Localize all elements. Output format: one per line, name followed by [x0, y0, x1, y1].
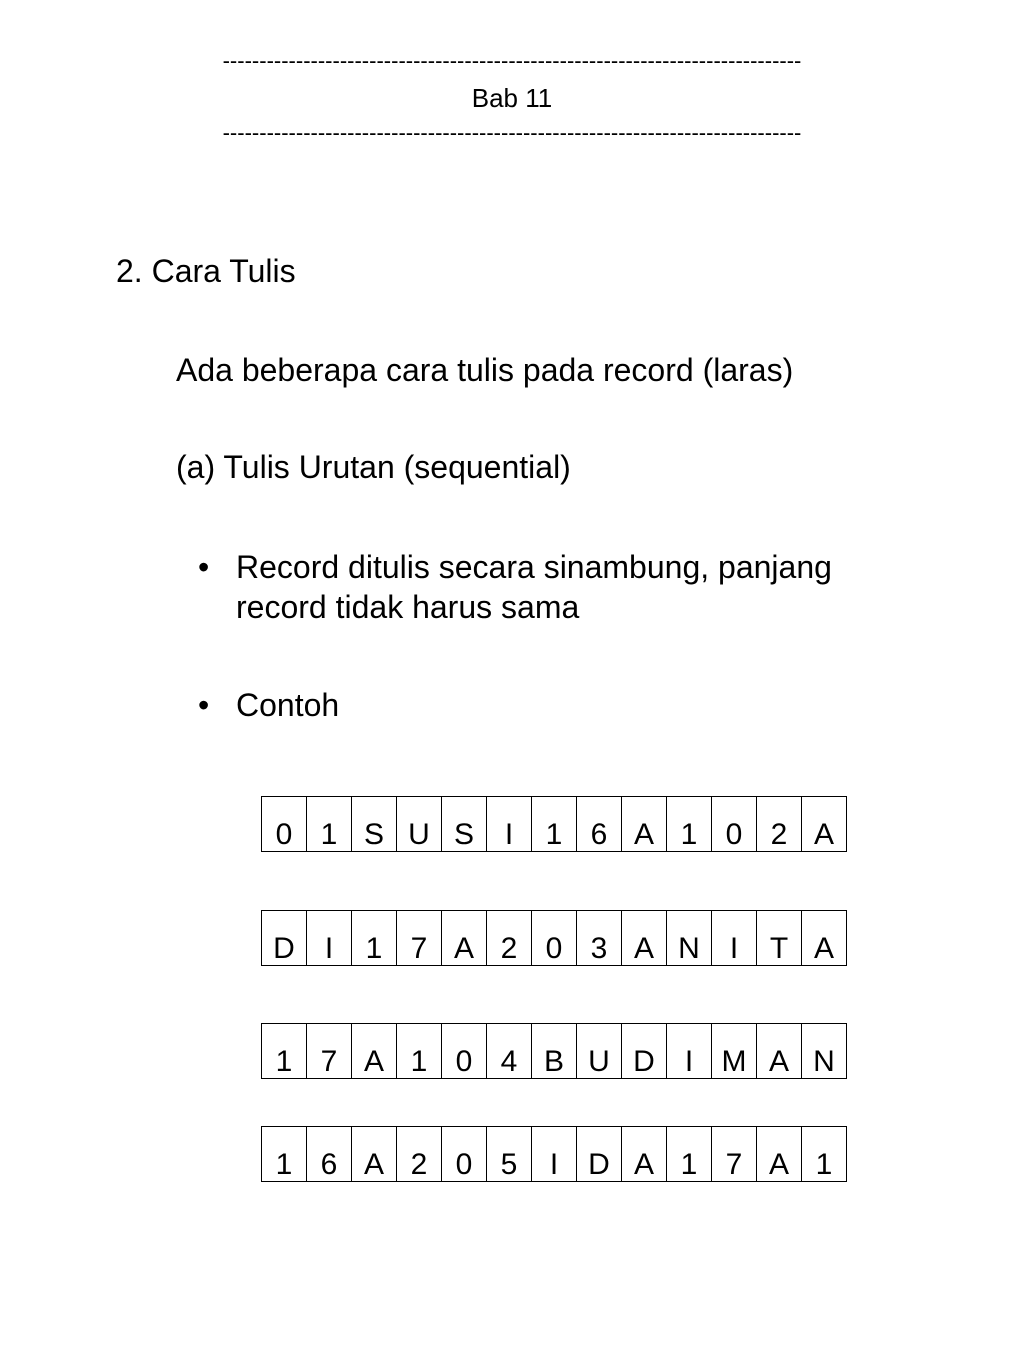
- record-cell-char: I: [684, 1045, 694, 1078]
- record-cell-char: U: [588, 1045, 610, 1078]
- record-cell: [397, 1024, 442, 1078]
- bullet-icon: •: [198, 687, 210, 723]
- record-cell: [487, 911, 532, 965]
- chapter-title: Bab 11: [471, 83, 553, 113]
- record-cell: [487, 797, 532, 851]
- record-cell: [487, 1127, 532, 1181]
- record-cell-char: 2: [770, 818, 788, 851]
- record-cell-char: 1: [275, 1148, 293, 1181]
- record-row: [261, 910, 847, 966]
- record-cell-char: 7: [725, 1148, 743, 1181]
- record-cell: [397, 797, 442, 851]
- record-cell: [262, 911, 307, 965]
- record-cell: [667, 797, 712, 851]
- record-cell: [577, 911, 622, 965]
- record-cell: [352, 1127, 397, 1181]
- record-cell-char: 5: [500, 1148, 518, 1181]
- intro-paragraph: Ada beberapa cara tulis pada record (laras): [176, 352, 794, 388]
- record-cell-char: 0: [455, 1148, 473, 1181]
- record-row: [261, 1126, 847, 1182]
- record-cell: [442, 911, 487, 965]
- record-cell-char: 0: [545, 932, 563, 965]
- record-cell: [802, 797, 847, 851]
- record-cell-char: A: [363, 1045, 384, 1078]
- record-row: [261, 1023, 847, 1079]
- top-divider: -------------------------------------------------------------------------------: [222, 48, 802, 73]
- bottom-divider: -------------------------------------------------------------------------------: [222, 120, 802, 145]
- record-cell-char: 0: [725, 818, 743, 851]
- record-cell-char: A: [768, 1148, 789, 1181]
- record-row: [261, 796, 847, 852]
- record-cell: [397, 1127, 442, 1181]
- record-cell-char: 4: [500, 1045, 518, 1078]
- record-cell: [442, 1024, 487, 1078]
- subheading: (a) Tulis Urutan (sequential): [176, 449, 571, 485]
- record-cell: [757, 797, 802, 851]
- record-cell: [307, 1024, 352, 1078]
- record-cell-char: B: [543, 1045, 564, 1078]
- record-cell: [667, 911, 712, 965]
- record-cell: [622, 1024, 667, 1078]
- record-cell-char: 1: [275, 1045, 293, 1078]
- record-cell: [442, 1127, 487, 1181]
- record-cell-char: 6: [590, 818, 608, 851]
- bullet-item: [198, 547, 898, 627]
- record-cell: [487, 1024, 532, 1078]
- record-cell: [712, 1024, 757, 1078]
- bullet-icon: •: [198, 549, 210, 585]
- record-cell: [802, 911, 847, 965]
- record-cell-char: A: [633, 1148, 654, 1181]
- record-cell: [667, 1127, 712, 1181]
- record-cell: [577, 1127, 622, 1181]
- record-cell-char: 1: [815, 1148, 833, 1181]
- record-cell-char: A: [768, 1045, 789, 1078]
- record-cell-char: U: [408, 818, 430, 851]
- record-cell-char: D: [633, 1045, 655, 1078]
- record-cell: [757, 1024, 802, 1078]
- record-cell: [622, 797, 667, 851]
- record-cell-char: 1: [545, 818, 563, 851]
- record-cell-char: 2: [410, 1148, 428, 1181]
- record-cell-char: 3: [590, 932, 608, 965]
- record-cell: [712, 797, 757, 851]
- record-cell: [622, 911, 667, 965]
- record-cell-char: 7: [410, 932, 428, 965]
- record-cell: [262, 1127, 307, 1181]
- record-cell-char: A: [633, 932, 654, 965]
- record-cell-char: A: [813, 818, 834, 851]
- record-cell-char: 1: [680, 1148, 698, 1181]
- record-cell-char: 1: [680, 818, 698, 851]
- record-cell: [532, 1127, 577, 1181]
- record-cell-char: 0: [275, 818, 293, 851]
- record-cell-char: 7: [320, 1045, 338, 1078]
- record-cell-char: D: [273, 932, 295, 965]
- record-cell: [667, 1024, 712, 1078]
- record-cell: [532, 1024, 577, 1078]
- record-cell-char: S: [453, 818, 474, 851]
- bullet-text: Contoh: [236, 687, 340, 723]
- record-cell-char: I: [549, 1148, 559, 1181]
- record-cell: [757, 911, 802, 965]
- record-cell: [712, 1127, 757, 1181]
- record-cell: [802, 1024, 847, 1078]
- record-cell-char: 0: [455, 1045, 473, 1078]
- record-cell-char: M: [721, 1045, 747, 1078]
- record-cell-char: 1: [410, 1045, 428, 1078]
- record-cell-char: A: [633, 818, 654, 851]
- record-cell: [352, 1024, 397, 1078]
- record-cell-char: I: [504, 818, 514, 851]
- record-cell-char: A: [363, 1148, 384, 1181]
- section-heading: 2. Cara Tulis: [116, 253, 296, 289]
- record-cell-char: 6: [320, 1148, 338, 1181]
- record-cell: [532, 911, 577, 965]
- record-cell-char: 2: [500, 932, 518, 965]
- record-cell: [532, 797, 577, 851]
- record-cell: [307, 1127, 352, 1181]
- record-cell: [577, 1024, 622, 1078]
- record-cell-char: A: [813, 932, 834, 965]
- record-cell: [577, 797, 622, 851]
- record-cell: [352, 797, 397, 851]
- record-cell-char: 1: [320, 818, 338, 851]
- record-cell-char: T: [769, 932, 789, 965]
- record-cell: [757, 1127, 802, 1181]
- record-cell: [307, 911, 352, 965]
- record-cell-char: I: [324, 932, 334, 965]
- bullet-text: Record ditulis secara sinambung, panjang record tidak harus sama: [236, 549, 832, 625]
- record-cell: [307, 797, 352, 851]
- record-cell-char: N: [813, 1045, 835, 1078]
- record-cell: [262, 797, 307, 851]
- record-cell: [397, 911, 442, 965]
- record-cell-char: 1: [365, 932, 383, 965]
- record-cell-char: D: [588, 1148, 610, 1181]
- record-cell: [352, 911, 397, 965]
- record-cell-char: I: [729, 932, 739, 965]
- record-cell: [802, 1127, 847, 1181]
- record-cell-char: N: [678, 932, 700, 965]
- record-cell: [712, 911, 757, 965]
- bullet-item: [198, 685, 898, 725]
- record-cell: [442, 797, 487, 851]
- record-cell: [262, 1024, 307, 1078]
- record-cell-char: S: [363, 818, 384, 851]
- record-cell-char: A: [453, 932, 474, 965]
- record-cell: [622, 1127, 667, 1181]
